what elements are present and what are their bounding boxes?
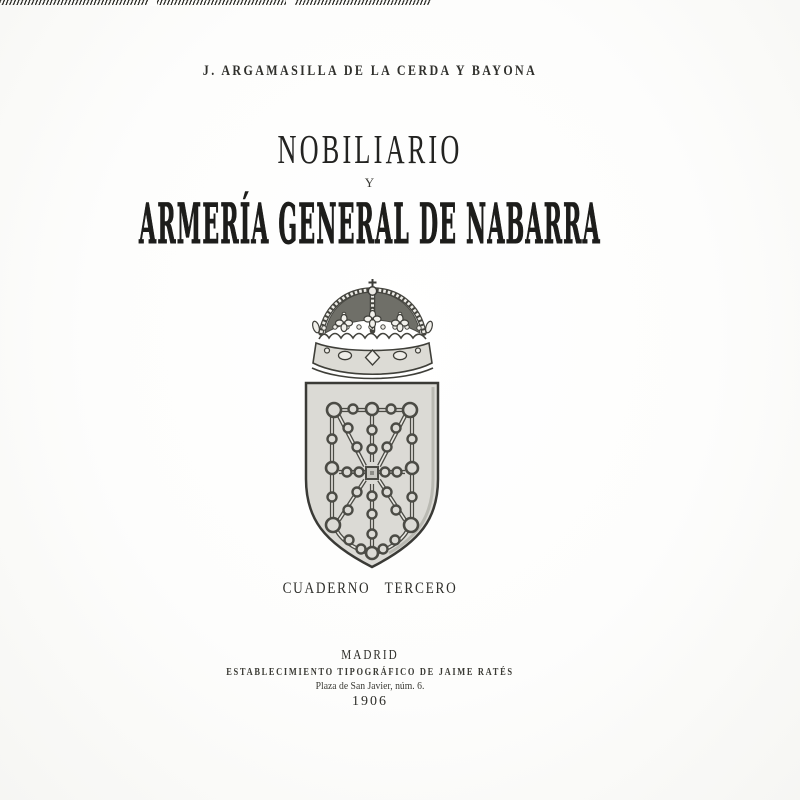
navarre-chains-shield-icon (301, 379, 443, 572)
main-title: NOBILIARIO (277, 126, 463, 172)
crown-band (312, 343, 433, 379)
imprint-year: 1906 (352, 694, 388, 709)
rule-gap (148, 0, 157, 6)
imprint-city: MADRID (341, 648, 399, 663)
imprint-printer: ESTABLECIMIENTO TIPOGRÁFICO DE JAIME RATÉS (226, 667, 514, 678)
title-conjunction: Y (364, 175, 376, 190)
crown-orb-cross (368, 279, 376, 295)
crown-scallops (319, 334, 426, 340)
imprint-address: Plaza de San Javier, núm. 6. (315, 680, 425, 692)
rule-gap (286, 0, 295, 6)
author-underline-rule (0, 0, 431, 5)
subtitle: ARMERÍA GENERAL DE NABARRA (139, 191, 601, 256)
royal-crown-icon (297, 277, 448, 381)
center-emerald (366, 467, 378, 479)
author-line: J. ARGAMASILLA DE LA CERDA Y BAYONA (202, 63, 538, 79)
series-label: CUADERNO TERCERO (282, 580, 458, 597)
